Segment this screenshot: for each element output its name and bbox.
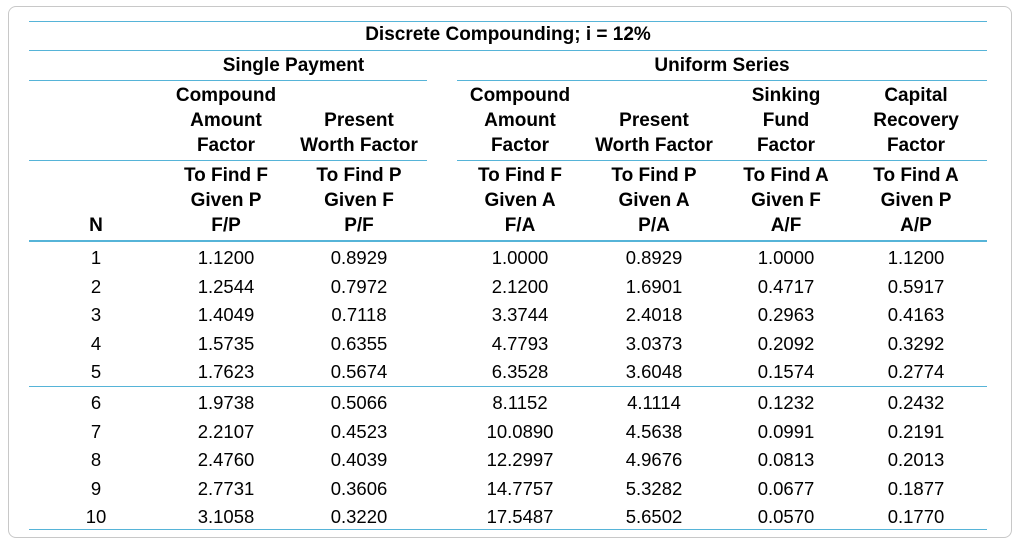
factor-name-line: Factor [756, 135, 816, 156]
find-given-line: Given A [484, 190, 556, 211]
row-period: 2 [90, 275, 102, 297]
find-given-line: To Find P [611, 165, 697, 186]
factor-name-line [26, 108, 166, 133]
factor-name-line [584, 83, 724, 108]
factor-name-col-4 [584, 83, 724, 158]
find-given-line: To Find F [477, 165, 563, 186]
find-given-col-6 [846, 163, 986, 238]
table-cell: 3.1058 [197, 506, 255, 528]
table-cell: 4.9676 [625, 449, 683, 471]
table-cell: 10.0890 [486, 420, 554, 442]
column-symbol: A/P [900, 215, 932, 236]
rule-under-title [29, 50, 987, 51]
factor-name-line: Worth Factor [595, 135, 713, 156]
factor-name-line [289, 83, 429, 108]
find-given-line [26, 163, 166, 188]
table-cell: 0.0813 [757, 449, 815, 471]
table-cell: 2.7731 [197, 477, 255, 499]
rule-under-factor-names-right [457, 160, 987, 161]
find-given-col-4 [584, 163, 724, 238]
find-given-line: To Find A [743, 165, 829, 186]
table-cell: 0.3606 [330, 477, 388, 499]
table-cell: 1.1200 [197, 247, 255, 268]
find-given-col-1 [156, 163, 296, 238]
row-period: 1 [90, 247, 102, 268]
factor-name-col-3 [450, 83, 590, 158]
table-cell: 1.7623 [197, 361, 255, 383]
factor-name-line: Compound [175, 85, 277, 106]
find-given-line: Given A [618, 190, 690, 211]
table-cell: 2.1200 [491, 275, 549, 297]
table-cell: 2.2107 [197, 420, 255, 442]
find-given-line: To Find F [183, 165, 269, 186]
factor-name-line: Compound [469, 85, 571, 106]
factor-name-line: Amount [484, 110, 556, 131]
column-symbol: N [89, 215, 103, 236]
factor-name-col-1 [156, 83, 296, 158]
find-given-col-5 [716, 163, 856, 238]
table-cell: 0.4523 [330, 420, 388, 442]
column-symbol: P/F [344, 215, 374, 236]
table-cell: 0.0570 [757, 506, 815, 528]
table-cell: 1.6901 [625, 275, 683, 297]
factor-name-col-6 [846, 83, 986, 158]
table-cell: 0.2963 [757, 304, 815, 326]
factor-name-line: Present [619, 110, 689, 131]
rule-under-factor-names-left [29, 160, 427, 161]
table-cell: 14.7757 [486, 477, 554, 499]
row-period: 9 [90, 477, 102, 499]
table-cell: 4.7793 [491, 332, 549, 354]
table-cell: 5.3282 [625, 477, 683, 499]
table-cell: 0.7972 [330, 275, 388, 297]
table-cell: 0.2013 [887, 449, 945, 471]
table-cell: 0.8929 [625, 247, 683, 268]
table-cell: 0.2092 [757, 332, 815, 354]
factor-name-line: Present [324, 110, 394, 131]
find-given-line: Given F [751, 190, 821, 211]
table-cell: 0.4039 [330, 449, 388, 471]
table-cell: 0.0677 [757, 477, 815, 499]
row-period: 8 [90, 449, 102, 471]
table-cell: 0.3220 [330, 506, 388, 528]
table-cell: 1.1200 [887, 247, 945, 268]
find-given-col-3 [450, 163, 590, 238]
table-cell: 4.5638 [625, 420, 683, 442]
table-cell: 3.0373 [625, 332, 683, 354]
factor-name-line: Factor [490, 135, 550, 156]
table-cell: 0.1770 [887, 506, 945, 528]
table-cell: 8.1152 [492, 392, 548, 413]
table-cell: 0.5066 [330, 392, 388, 413]
table-cell: 17.5487 [486, 506, 554, 528]
table-cell: 0.2432 [887, 392, 945, 413]
table-cell: 0.7118 [331, 304, 387, 326]
rule-under-header [29, 240, 987, 242]
factor-name-col-0 [26, 83, 166, 158]
row-period: 6 [90, 392, 102, 413]
table-cell: 1.0000 [757, 247, 815, 268]
rule-under-single-payment [29, 80, 427, 81]
factor-name-line [26, 83, 166, 108]
column-symbol: P/A [638, 215, 670, 236]
find-given-line: Given F [324, 190, 394, 211]
table-cell: 1.2544 [197, 275, 255, 297]
factor-name-line: Factor [196, 135, 256, 156]
table-cell: 0.5917 [887, 275, 945, 297]
table-cell: 0.0991 [757, 420, 815, 442]
row-period: 3 [90, 304, 102, 326]
row-period: 5 [90, 361, 102, 383]
factor-name-col-5 [716, 83, 856, 158]
find-given-line [26, 188, 166, 213]
table-title: Discrete Compounding; i = 12% [365, 24, 651, 45]
table-cell: 0.3292 [887, 332, 945, 354]
table-cell: 3.3744 [491, 304, 549, 326]
find-given-line: To Find P [316, 165, 402, 186]
factor-name-line: Fund [762, 110, 810, 131]
column-symbol: F/P [211, 215, 241, 236]
table-cell: 0.1232 [757, 392, 815, 413]
table-cell: 12.2997 [486, 449, 554, 471]
table-cell: 2.4018 [625, 304, 683, 326]
table-cell: 5.6502 [625, 506, 683, 528]
factor-name-line: Recovery [873, 110, 959, 131]
table-cell: 2.4760 [197, 449, 255, 471]
row-period: 10 [85, 506, 107, 528]
find-given-col-0 [26, 163, 166, 238]
factor-name-line: Amount [190, 110, 262, 131]
table-cell: 0.5674 [330, 361, 388, 383]
table-cell: 0.6355 [330, 332, 388, 354]
table-cell: 0.2191 [887, 420, 945, 442]
table-cell: 0.1877 [887, 477, 945, 499]
find-given-line: Given P [880, 190, 952, 211]
row-period: 7 [90, 420, 102, 442]
table-cell: 3.6048 [625, 361, 683, 383]
factor-name-col-2 [289, 83, 429, 158]
row-period: 4 [90, 332, 102, 354]
find-given-col-2 [289, 163, 429, 238]
factor-name-line [26, 133, 166, 158]
table-cell: 1.4049 [197, 304, 255, 326]
factor-name-line: Capital [884, 85, 948, 106]
table-cell: 0.4717 [757, 275, 815, 297]
table-cell: 1.5735 [197, 332, 255, 354]
group-single-payment: Single Payment [222, 55, 365, 76]
column-symbol: A/F [770, 215, 802, 236]
table-cell: 0.2774 [887, 361, 945, 383]
table-cell: 0.4163 [887, 304, 945, 326]
find-given-line: Given P [190, 190, 262, 211]
table-cell: 4.1114 [627, 392, 681, 413]
group-uniform-series: Uniform Series [654, 55, 790, 76]
factor-name-line: Factor [886, 135, 946, 156]
factor-name-line: Sinking [751, 85, 821, 106]
column-symbol: F/A [504, 215, 536, 236]
factor-name-line: Worth Factor [300, 135, 418, 156]
table-cell: 6.3528 [491, 361, 549, 383]
table-cell: 0.1574 [757, 361, 815, 383]
rule-under-uniform-series [457, 80, 987, 81]
table-cell: 1.0000 [491, 247, 549, 268]
find-given-line: To Find A [873, 165, 959, 186]
table-cell: 1.9738 [197, 392, 255, 413]
table-cell: 0.8929 [330, 247, 388, 268]
